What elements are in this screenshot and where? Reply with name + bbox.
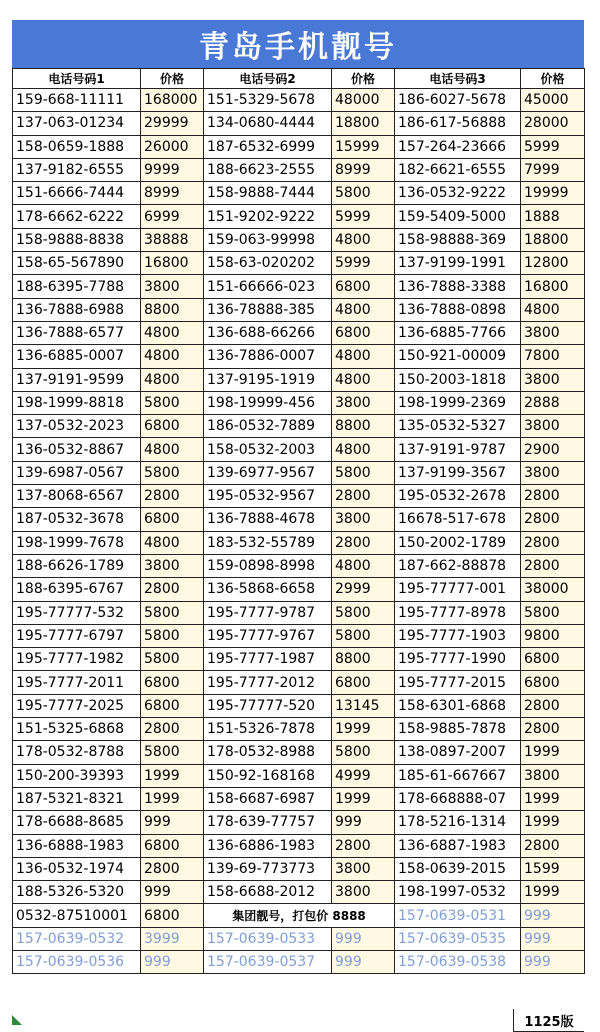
phone-number-cell: 136-7888-4678 [204,508,332,531]
price-cell: 5800 [332,741,395,764]
phone-number-cell: 151-6666-7444 [13,182,141,205]
price-cell: 6800 [332,671,395,694]
phone-number-cell: 139-69-773773 [204,857,332,880]
phone-number-cell: 136-688-66266 [204,321,332,344]
price-cell: 1999 [332,718,395,741]
price-cell: 48000 [332,89,395,112]
phone-number-cell: 158-63-020202 [204,252,332,275]
price-cell: 38888 [141,228,204,251]
phone-number-cell: 185-61-667667 [395,764,521,787]
special-price-3: 999 [521,904,585,927]
phone-number-cell: 195-7777-1990 [395,648,521,671]
phone-number-cell: 188-6395-7788 [13,275,141,298]
phone-number-cell: 136-6887-1983 [395,834,521,857]
price-cell: 2800 [332,485,395,508]
table-row [13,671,585,694]
phone-number-cell: 186-617-56888 [395,112,521,135]
price-cell: 7999 [521,158,585,181]
phone-number-cell: 134-0680-4444 [204,112,332,135]
phone-number-cell: 158-9888-8838 [13,228,141,251]
phone-number-cell: 139-6977-9567 [204,461,332,484]
price-cell: 8999 [141,182,204,205]
price-cell: 4800 [332,228,395,251]
price-cell: 38000 [521,578,585,601]
price-cell: 6800 [521,671,585,694]
header-price-1: 价格 [141,69,204,89]
phone-number-cell: 186-0532-7889 [204,415,332,438]
sheet-title: 青岛手机靓号 [12,20,584,68]
phone-number-cell: 151-5329-5678 [204,89,332,112]
table-row [13,648,585,671]
price-cell: 5800 [141,624,204,647]
price-cell: 12800 [521,252,585,275]
phone-number-cell: 157-264-23666 [395,135,521,158]
header-phone-2: 电话号码2 [204,69,332,89]
price-cell: 999 [521,927,585,950]
phone-number-cell: 178-639-77757 [204,811,332,834]
price-cell: 28000 [521,112,585,135]
header-row [13,69,585,89]
phone-number-cell: 178-0532-8788 [13,741,141,764]
price-cell: 2800 [141,578,204,601]
special-price: 6800 [141,904,204,927]
price-cell: 999 [141,950,204,973]
phone-number-cell: 136-5868-6658 [204,578,332,601]
phone-number-cell: 159-063-99998 [204,228,332,251]
price-cell: 1999 [332,787,395,810]
phone-number-cell: 137-0532-2023 [13,415,141,438]
phone-number-cell: 157-0639-0538 [395,950,521,973]
phone-number-cell: 158-0532-2003 [204,438,332,461]
price-cell: 1999 [521,741,585,764]
table-row [13,415,585,438]
price-cell: 5800 [521,601,585,624]
phone-number-cell: 158-9885-7878 [395,718,521,741]
table-row [13,531,585,554]
table-row [13,391,585,414]
phone-number-cell: 188-6623-2555 [204,158,332,181]
phone-number-cell: 158-6688-2012 [204,881,332,904]
price-cell: 4800 [141,438,204,461]
phone-number-cell: 188-6395-6767 [13,578,141,601]
phone-number-cell: 195-7777-1987 [204,648,332,671]
price-cell: 5800 [141,741,204,764]
phone-number-cell: 178-6662-6222 [13,205,141,228]
price-cell: 8999 [332,158,395,181]
phone-number-cell: 136-6885-0007 [13,345,141,368]
price-cell: 3800 [332,508,395,531]
phone-number-cell: 137-9199-1991 [395,252,521,275]
table-row [13,741,585,764]
phone-number-cell: 151-5326-7878 [204,718,332,741]
phone-number-cell: 159-5409-5000 [395,205,521,228]
phone-number-cell: 158-65-567890 [13,252,141,275]
price-cell: 5800 [332,461,395,484]
price-cell: 18800 [332,112,395,135]
phone-number-cell: 150-200-39393 [13,764,141,787]
phone-number-cell: 195-0532-9567 [204,485,332,508]
phone-number-cell: 195-77777-532 [13,601,141,624]
price-cell: 2800 [141,485,204,508]
phone-number-cell: 136-7886-0007 [204,345,332,368]
special-row [13,904,585,927]
table-row [13,881,585,904]
price-cell: 3800 [521,368,585,391]
phone-number-cell: 158-0659-1888 [13,135,141,158]
price-cell: 3800 [521,321,585,344]
price-cell: 2800 [141,718,204,741]
phone-number-cell: 157-0639-0533 [204,927,332,950]
table-row [13,228,585,251]
phone-number-cell: 150-2003-1818 [395,368,521,391]
phone-number-cell: 198-1999-7678 [13,531,141,554]
price-cell: 3800 [141,554,204,577]
table-row [13,321,585,344]
price-cell: 2800 [332,834,395,857]
price-cell: 6800 [521,648,585,671]
table-row [13,252,585,275]
price-cell: 9999 [141,158,204,181]
phone-number-cell: 195-7777-1903 [395,624,521,647]
phone-number-cell: 159-0898-8998 [204,554,332,577]
phone-number-cell: 182-6621-6555 [395,158,521,181]
price-cell: 16800 [141,252,204,275]
version-label: 1125版 [513,1009,584,1032]
phone-number-cell: 137-063-01234 [13,112,141,135]
phone-number-cell: 158-6301-6868 [395,694,521,717]
price-cell: 4800 [332,368,395,391]
phone-number-cell: 136-7888-6577 [13,321,141,344]
price-cell: 4800 [332,438,395,461]
phone-number-cell: 187-6532-6999 [204,135,332,158]
table-row-blue [13,950,585,973]
phone-number-cell: 137-9191-9787 [395,438,521,461]
price-cell: 3800 [332,391,395,414]
phone-number-cell: 187-662-88878 [395,554,521,577]
header-phone-3: 电话号码3 [395,69,521,89]
header-price-2: 价格 [332,69,395,89]
phone-number-cell: 158-9888-7444 [204,182,332,205]
price-cell: 3800 [332,881,395,904]
cell-corner-marker [12,1015,22,1025]
price-cell: 6800 [332,275,395,298]
price-cell: 5800 [141,601,204,624]
price-cell: 1999 [141,787,204,810]
phone-number-cell: 187-0532-3678 [13,508,141,531]
price-cell: 2800 [521,554,585,577]
phone-number-cell: 150-92-168168 [204,764,332,787]
table-row [13,158,585,181]
price-cell: 1999 [521,811,585,834]
price-cell: 999 [332,927,395,950]
table-row [13,601,585,624]
phone-number-cell: 178-0532-8988 [204,741,332,764]
phone-number-cell: 195-7777-6797 [13,624,141,647]
price-cell: 1599 [521,857,585,880]
table-row [13,89,585,112]
price-cell: 3800 [141,275,204,298]
phone-number-cell: 137-9191-9599 [13,368,141,391]
table-row [13,461,585,484]
phone-number-cell: 158-98888-369 [395,228,521,251]
price-cell: 6999 [141,205,204,228]
phone-number-cell: 137-9182-6555 [13,158,141,181]
phone-number-cell: 138-0897-2007 [395,741,521,764]
table-row [13,694,585,717]
price-cell: 8800 [332,648,395,671]
phone-number-cell: 150-2002-1789 [395,531,521,554]
phone-number-cell: 195-7777-2011 [13,671,141,694]
phone-number-cell: 136-7888-0898 [395,298,521,321]
price-cell: 4800 [141,345,204,368]
price-cell: 5800 [141,648,204,671]
price-cell: 4800 [141,531,204,554]
phone-number-cell: 136-7888-6988 [13,298,141,321]
price-cell: 29999 [141,112,204,135]
price-cell: 2800 [521,485,585,508]
price-cell: 8800 [332,415,395,438]
phone-number-cell: 186-6027-5678 [395,89,521,112]
phone-number-cell: 195-7777-2015 [395,671,521,694]
price-cell: 13145 [332,694,395,717]
price-cell: 999 [332,950,395,973]
phone-number-cell: 158-6687-6987 [204,787,332,810]
price-cell: 2800 [521,508,585,531]
phone-number-cell: 188-5326-5320 [13,881,141,904]
price-cell: 3800 [332,857,395,880]
price-cell: 999 [141,881,204,904]
phone-number-cell: 195-7777-2025 [13,694,141,717]
price-cell: 2999 [332,578,395,601]
price-cell: 1999 [521,881,585,904]
price-cell: 3800 [521,461,585,484]
table-row [13,275,585,298]
phone-number-cell: 198-1999-8818 [13,391,141,414]
table-row [13,718,585,741]
phone-number-cell: 136-0532-9222 [395,182,521,205]
phone-number-cell: 157-0639-0536 [13,950,141,973]
table-row [13,578,585,601]
phone-number-cell: 198-19999-456 [204,391,332,414]
price-cell: 7800 [521,345,585,368]
price-cell: 2900 [521,438,585,461]
phone-number-cell: 137-9195-1919 [204,368,332,391]
phone-number-cell: 136-0532-1974 [13,857,141,880]
price-cell: 4800 [332,554,395,577]
price-cell: 5999 [332,252,395,275]
table-row [13,135,585,158]
phone-number-cell: 157-0639-0537 [204,950,332,973]
price-cell: 4800 [141,368,204,391]
phone-number-cell: 195-7777-9767 [204,624,332,647]
price-cell: 4800 [521,298,585,321]
phone-number-cell: 178-668888-07 [395,787,521,810]
phone-number-cell: 158-0639-2015 [395,857,521,880]
price-cell: 6800 [332,321,395,344]
price-cell: 6800 [141,834,204,857]
phone-number-cell: 137-8068-6567 [13,485,141,508]
price-cell: 15999 [332,135,395,158]
phone-number-cell: 151-9202-9222 [204,205,332,228]
price-cell: 999 [332,811,395,834]
phone-number-cell: 139-6987-0567 [13,461,141,484]
price-cell: 6800 [141,508,204,531]
price-cell: 2800 [521,834,585,857]
table-row-blue [13,927,585,950]
phone-number-cell: 136-6886-1983 [204,834,332,857]
price-cell: 2800 [332,531,395,554]
price-cell: 9800 [521,624,585,647]
phone-number-cell: 157-0639-0532 [13,927,141,950]
price-cell: 45000 [521,89,585,112]
price-cell: 999 [521,950,585,973]
price-cell: 5800 [141,391,204,414]
price-cell: 2800 [521,531,585,554]
table-row [13,368,585,391]
phone-number-cell: 183-532-55789 [204,531,332,554]
header-price-3: 价格 [521,69,585,89]
phone-number-cell: 137-9199-3567 [395,461,521,484]
phone-number-cell: 178-6688-8685 [13,811,141,834]
table-row [13,485,585,508]
price-cell: 6800 [141,671,204,694]
table-row [13,624,585,647]
price-cell: 5800 [332,601,395,624]
price-cell: 2800 [141,857,204,880]
phone-number-cell: 198-1997-0532 [395,881,521,904]
phone-number-cell: 195-7777-8978 [395,601,521,624]
phone-number-cell: 195-7777-2012 [204,671,332,694]
table-row [13,787,585,810]
table-row [13,811,585,834]
phone-number-cell: 188-6626-1789 [13,554,141,577]
price-cell: 16800 [521,275,585,298]
phone-number-cell: 157-0639-0535 [395,927,521,950]
price-cell: 6800 [141,694,204,717]
phone-number-cell: 195-7777-1982 [13,648,141,671]
table-row [13,764,585,787]
phone-number-cell: 151-66666-023 [204,275,332,298]
phone-number-cell: 150-921-00009 [395,345,521,368]
price-cell: 2800 [521,694,585,717]
price-cell: 5999 [332,205,395,228]
phone-number-cell: 16678-517-678 [395,508,521,531]
table-row [13,554,585,577]
special-phone-3: 157-0639-0531 [395,904,521,927]
table-row [13,438,585,461]
price-cell: 4800 [141,321,204,344]
phone-number-cell: 187-5321-8321 [13,787,141,810]
table-row [13,112,585,135]
table-row [13,298,585,321]
table-row [13,182,585,205]
phone-number-cell: 195-77777-520 [204,694,332,717]
number-table [12,68,585,974]
phone-number-cell: 136-6888-1983 [13,834,141,857]
price-cell: 1999 [521,787,585,810]
price-cell: 4999 [332,764,395,787]
price-cell: 8800 [141,298,204,321]
table-row [13,857,585,880]
price-cell: 3800 [521,764,585,787]
table-row [13,205,585,228]
group-package-note: 集团靓号，打包价 8888 [204,904,395,927]
phone-number-cell: 136-0532-8867 [13,438,141,461]
phone-number-cell: 136-78888-385 [204,298,332,321]
table-row [13,345,585,368]
price-cell: 5800 [141,461,204,484]
price-cell: 3800 [521,415,585,438]
price-cell: 26000 [141,135,204,158]
price-cell: 3999 [141,927,204,950]
special-phone: 0532-87510001 [13,904,141,927]
price-cell: 6800 [141,415,204,438]
table-row [13,834,585,857]
header-phone-1: 电话号码1 [13,69,141,89]
phone-number-cell: 195-7777-9787 [204,601,332,624]
phone-number-cell: 195-0532-2678 [395,485,521,508]
price-cell: 5999 [521,135,585,158]
price-cell: 168000 [141,89,204,112]
phone-number-cell: 151-5325-6868 [13,718,141,741]
price-cell: 5800 [332,624,395,647]
price-cell: 4800 [332,345,395,368]
phone-number-cell: 135-0532-5327 [395,415,521,438]
price-cell: 1888 [521,205,585,228]
phone-number-cell: 136-7888-3388 [395,275,521,298]
phone-number-cell: 178-5216-1314 [395,811,521,834]
phone-number-cell: 198-1999-2369 [395,391,521,414]
table-row [13,508,585,531]
phone-number-cell: 159-668-11111 [13,89,141,112]
price-cell: 19999 [521,182,585,205]
price-cell: 4800 [332,298,395,321]
price-cell: 999 [141,811,204,834]
price-cell: 2888 [521,391,585,414]
price-cell: 5800 [332,182,395,205]
price-cell: 1999 [141,764,204,787]
price-cell: 2800 [521,718,585,741]
phone-number-cell: 136-6885-7766 [395,321,521,344]
price-cell: 18800 [521,228,585,251]
phone-number-cell: 195-77777-001 [395,578,521,601]
